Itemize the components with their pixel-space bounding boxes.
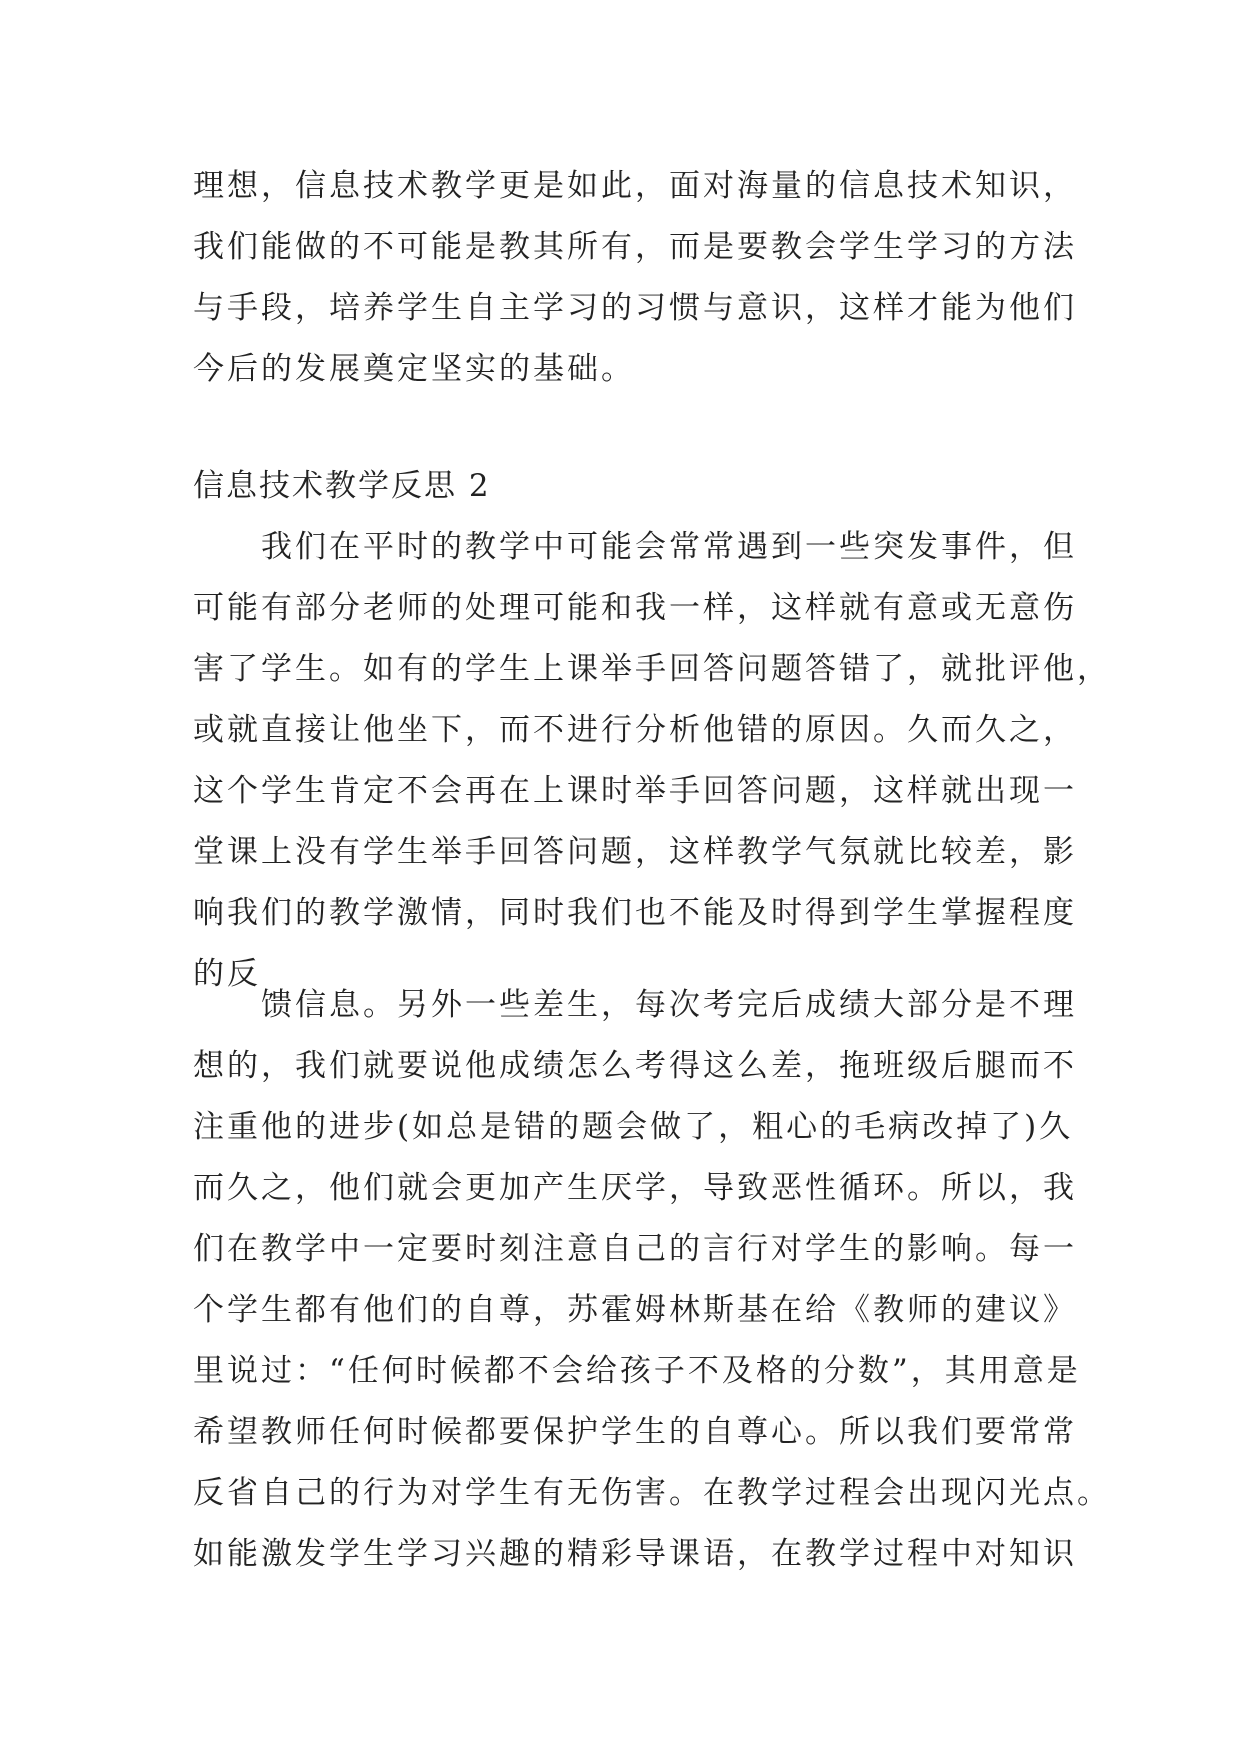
- text-line: 响我们的教学激情，同时我们也不能及时得到学生掌握程度: [193, 895, 1077, 931]
- text-line: 的反: [193, 956, 261, 992]
- text-line: 可能有部分老师的处理可能和我一样，这样就有意或无意伤: [193, 590, 1077, 626]
- text-line: 个学生都有他们的自尊，苏霍姆林斯基在给《教师的建议》: [193, 1292, 1077, 1328]
- text-line: 们在教学中一定要时刻注意自己的言行对学生的影响。每一: [193, 1231, 1077, 1267]
- text-line: 注重他的进步(如总是错的题会做了，粗心的毛病改掉了)久: [193, 1109, 1074, 1145]
- text-line: 今后的发展奠定坚实的基础。: [193, 351, 635, 387]
- text-line: 反省自己的行为对学生有无伤害。在教学过程会出现闪光点。: [193, 1475, 1111, 1511]
- text-line: 与手段，培养学生自主学习的习惯与意识，这样才能为他们: [193, 290, 1077, 326]
- text-line: 里说过：“任何时候都不会给孩子不及格的分数”，其用意是: [193, 1353, 1081, 1389]
- paragraph: [193, 975, 1111, 1585]
- text-line: 这个学生肯定不会再在上课时举手回答问题，这样就出现一: [193, 773, 1077, 809]
- text-line: 或就直接让他坐下，而不进行分析他错的原因。久而久之，: [193, 712, 1077, 748]
- section-heading: 信息技术教学反思 2: [193, 468, 491, 504]
- text-line: 我们在平时的教学中可能会常常遇到一些突发事件，但: [193, 529, 1077, 565]
- text-line: 希望教师任何时候都要保护学生的自尊心。所以我们要常常: [193, 1414, 1077, 1450]
- text-line: 害了学生。如有的学生上课举手回答问题答错了，就批评他，: [193, 651, 1111, 687]
- text-line: 想的，我们就要说他成绩怎么考得这么差，拖班级后腿而不: [193, 1048, 1077, 1084]
- text-line: 堂课上没有学生举手回答问题，这样教学气氛就比较差，影: [193, 834, 1077, 870]
- text-line: 我们能做的不可能是教其所有，而是要教会学生学习的方法: [193, 229, 1077, 265]
- text-line: 馈信息。另外一些差生，每次考完后成绩大部分是不理: [193, 987, 1077, 1023]
- text-line: 如能激发学生学习兴趣的精彩导课语，在教学过程中对知识: [193, 1536, 1077, 1572]
- text-line: 而久之，他们就会更加产生厌学，导致恶性循环。所以，我: [193, 1170, 1077, 1206]
- text-line: 理想，信息技术教学更是如此，面对海量的信息技术知识，: [193, 168, 1077, 204]
- paragraph-continued: [193, 156, 1077, 400]
